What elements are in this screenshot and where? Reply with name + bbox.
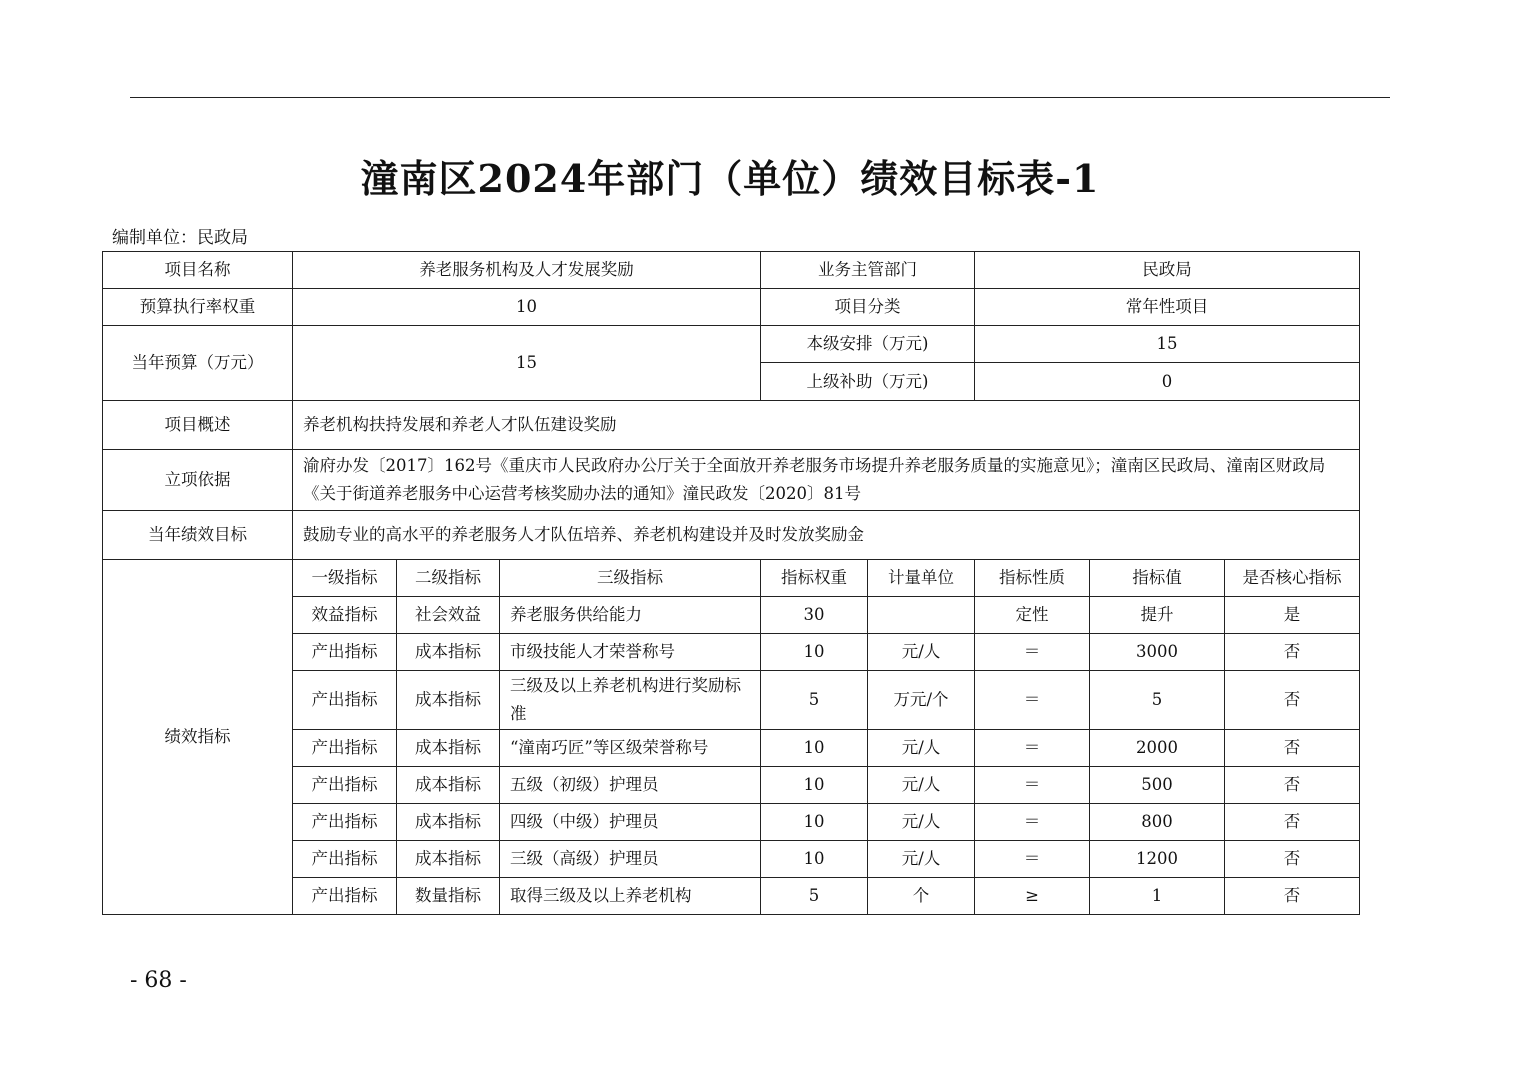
- weight-label: 预算执行率权重: [103, 289, 293, 326]
- indicator-level3: 养老服务供给能力: [500, 597, 761, 634]
- indicator-level2: 成本指标: [397, 767, 500, 804]
- indicator-header: 指标权重: [761, 560, 868, 597]
- overview-value: 养老机构扶持发展和养老人才队伍建设奖励: [293, 401, 1360, 450]
- indicator-level3: 取得三级及以上养老机构: [500, 878, 761, 915]
- indicator-level1: 产出指标: [293, 767, 397, 804]
- indicator-level3: 三级及以上养老机构进行奖励标准: [500, 671, 761, 730]
- weight-value: 10: [293, 289, 761, 326]
- indicator-header: 三级指标: [500, 560, 761, 597]
- indicator-core: 否: [1225, 841, 1360, 878]
- indicator-core: 否: [1225, 804, 1360, 841]
- indicator-unit: 个: [868, 878, 975, 915]
- project-name-label: 项目名称: [103, 252, 293, 289]
- indicator-core: 否: [1225, 671, 1360, 730]
- indicator-level1: 产出指标: [293, 730, 397, 767]
- basis-label: 立项依据: [103, 450, 293, 511]
- indicator-core: 是: [1225, 597, 1360, 634]
- indicator-value: 2000: [1090, 730, 1225, 767]
- indicator-level2: 数量指标: [397, 878, 500, 915]
- indicator-core: 否: [1225, 634, 1360, 671]
- goal-label: 当年绩效目标: [103, 511, 293, 560]
- indicator-value: 500: [1090, 767, 1225, 804]
- indicator-core: 否: [1225, 878, 1360, 915]
- indicator-level3: 四级（中级）护理员: [500, 804, 761, 841]
- indicator-weight: 5: [761, 671, 868, 730]
- indicator-header: 计量单位: [868, 560, 975, 597]
- indicator-weight: 10: [761, 634, 868, 671]
- indicator-weight: 10: [761, 841, 868, 878]
- budget-value: 15: [293, 326, 761, 401]
- category-label: 项目分类: [761, 289, 975, 326]
- indicator-level2: 成本指标: [397, 671, 500, 730]
- indicator-nature: ＝: [975, 671, 1090, 730]
- goal-value: 鼓励专业的高水平的养老服务人才队伍培养、养老机构建设并及时发放奖励金: [293, 511, 1360, 560]
- indicator-nature: ＝: [975, 841, 1090, 878]
- basis-value: 渝府办发〔2017〕162号《重庆市人民政府办公厅关于全面放开养老服务市场提升养老服务质量的实施意见》；潼南区民政局、潼南区财政局《关于街道养老服务中心运营考核奖励办法的通知》潼民政发〔2020〕81号: [293, 450, 1360, 511]
- indicator-header: 指标值: [1090, 560, 1225, 597]
- indicator-header: 一级指标: [293, 560, 397, 597]
- indicator-unit: 万元/个: [868, 671, 975, 730]
- indicator-header: 是否核心指标: [1225, 560, 1360, 597]
- indicator-nature: ＝: [975, 804, 1090, 841]
- indicator-nature: ≥: [975, 878, 1090, 915]
- org-label: 编制单位：民政局: [112, 228, 248, 248]
- indicator-level2: 成本指标: [397, 841, 500, 878]
- indicator-level3: 五级（初级）护理员: [500, 767, 761, 804]
- indicator-level1: 效益指标: [293, 597, 397, 634]
- indicator-level1: 产出指标: [293, 634, 397, 671]
- indicator-level2: 成本指标: [397, 730, 500, 767]
- indicator-nature: ＝: [975, 730, 1090, 767]
- indicator-level3: 市级技能人才荣誉称号: [500, 634, 761, 671]
- local-value: 15: [975, 326, 1360, 363]
- indicator-header: 二级指标: [397, 560, 500, 597]
- upper-label: 上级补助（万元): [761, 363, 975, 401]
- indicator-nature: ＝: [975, 767, 1090, 804]
- local-label: 本级安排（万元): [761, 326, 975, 363]
- indicator-nature: 定性: [975, 597, 1090, 634]
- indicator-weight: 10: [761, 804, 868, 841]
- indicator-weight: 10: [761, 767, 868, 804]
- project-name: 养老服务机构及人才发展奖励: [293, 252, 761, 289]
- indicator-nature: ＝: [975, 634, 1090, 671]
- indicator-unit: 元/人: [868, 634, 975, 671]
- page-number: - 68 -: [130, 968, 187, 993]
- indicator-level2: 成本指标: [397, 804, 500, 841]
- indicator-value: 800: [1090, 804, 1225, 841]
- indicator-header: 指标性质: [975, 560, 1090, 597]
- indicator-level3: “潼南巧匠”等区级荣誉称号: [500, 730, 761, 767]
- indicator-weight: 5: [761, 878, 868, 915]
- page-title: 潼南区2024年部门（单位）绩效目标表-1: [360, 156, 1100, 201]
- upper-value: 0: [975, 363, 1360, 401]
- indicator-level1: 产出指标: [293, 841, 397, 878]
- indicator-weight: 10: [761, 730, 868, 767]
- indicator-unit: 元/人: [868, 730, 975, 767]
- indicator-level1: 产出指标: [293, 804, 397, 841]
- indicator-level3: 三级（高级）护理员: [500, 841, 761, 878]
- indicator-unit: [868, 597, 975, 634]
- indicator-weight: 30: [761, 597, 868, 634]
- category-value: 常年性项目: [975, 289, 1360, 326]
- dept-value: 民政局: [975, 252, 1360, 289]
- indicator-unit: 元/人: [868, 841, 975, 878]
- performance-table: [102, 251, 1360, 915]
- indicator-value: 5: [1090, 671, 1225, 730]
- indicator-value: 提升: [1090, 597, 1225, 634]
- indicator-level2: 成本指标: [397, 634, 500, 671]
- dept-label: 业务主管部门: [761, 252, 975, 289]
- budget-label: 当年预算（万元）: [103, 326, 293, 401]
- indicator-value: 1200: [1090, 841, 1225, 878]
- perf-label: 绩效指标: [103, 560, 293, 915]
- indicator-value: 1: [1090, 878, 1225, 915]
- overview-label: 项目概述: [103, 401, 293, 450]
- indicator-level1: 产出指标: [293, 671, 397, 730]
- indicator-unit: 元/人: [868, 767, 975, 804]
- indicator-level1: 产出指标: [293, 878, 397, 915]
- indicator-value: 3000: [1090, 634, 1225, 671]
- indicator-core: 否: [1225, 730, 1360, 767]
- indicator-unit: 元/人: [868, 804, 975, 841]
- indicator-level2: 社会效益: [397, 597, 500, 634]
- indicator-core: 否: [1225, 767, 1360, 804]
- header-rule: [130, 97, 1390, 98]
